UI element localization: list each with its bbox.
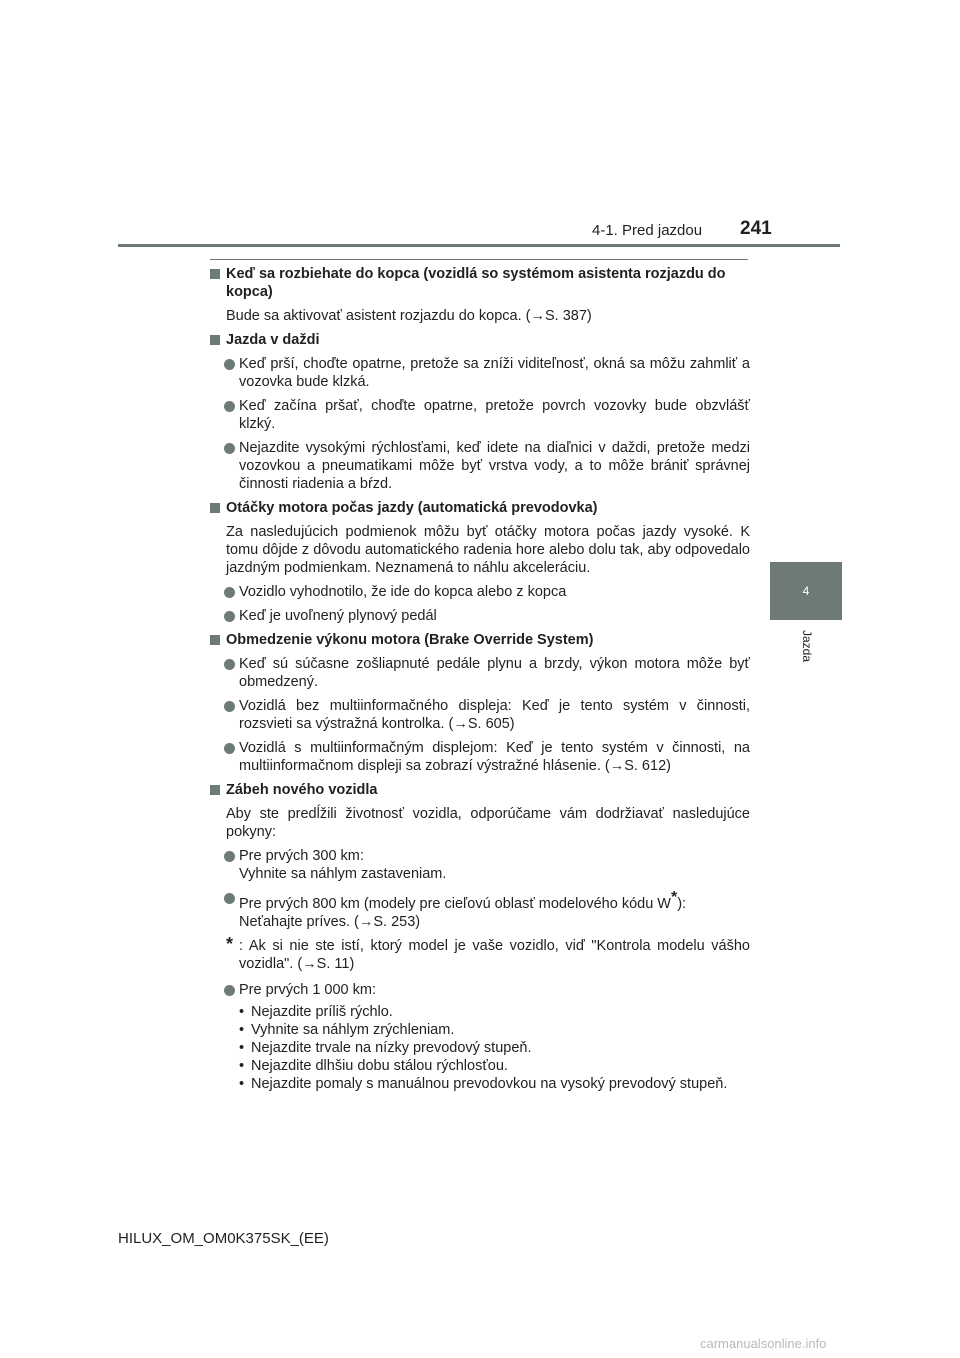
section: [210, 331, 750, 493]
round-bullet-icon: [224, 985, 235, 996]
footnote: [210, 933, 750, 973]
bullet-item: [210, 739, 750, 775]
bullet-text: Keď sú súčasne zošliapnuté pedále plynu a brzdy, výkon motora môže byť obmedzený.: [239, 656, 750, 690]
section: [210, 499, 750, 625]
bullet-text: Pre prvých 1 000 km:: [239, 981, 376, 998]
chapter-label: Jazda: [800, 630, 814, 663]
bullet-item: [210, 583, 750, 601]
header-rule: [118, 244, 840, 247]
section-title: [210, 499, 750, 517]
section: [210, 631, 750, 775]
sub-list-item: • Nejazdite dlhšiu dobu stálou rýchlosťou.: [239, 1057, 750, 1075]
round-bullet-icon: [224, 851, 235, 862]
sub-list-item: • Nejazdite pomaly s manuálnou prevodovkou na vysoký prevodový stupeň.: [239, 1075, 750, 1093]
page-number: 241: [740, 218, 772, 239]
bullet-item: [210, 847, 750, 883]
round-bullet-icon: [224, 443, 235, 454]
bullet-text: Pre prvých 300 km:: [239, 848, 364, 864]
bullet-text: Keď prší, choďte opatrne, pretože sa zníži viditeľnosť, okná sa môžu zahmliť a vozovka bude klzká.: [239, 356, 750, 390]
round-bullet-icon: [224, 611, 235, 622]
sub-list-item: • Nejazdite trvale na nízky prevodový stupeň.: [239, 1039, 750, 1057]
square-bullet-icon: [210, 635, 220, 645]
round-bullet-icon: [224, 587, 235, 598]
round-bullet-icon: [224, 659, 235, 670]
round-bullet-icon: [224, 701, 235, 712]
bullet-text: Pre prvých 800 km (modely pre cieľovú oblasť modelového kódu W: [239, 895, 671, 912]
bullet-text: Vozidlá bez multiinformačného displeja: Keď je tento systém v činnosti, rozsvieti sa výstražná kontrolka. (→S. 605): [239, 698, 750, 732]
bullet-item: [210, 697, 750, 733]
round-bullet-icon: [224, 401, 235, 412]
footnote-star: *: [226, 933, 234, 954]
sub-list: [239, 1003, 750, 1093]
bullet-item: [210, 889, 750, 931]
bullet-text-line2: Neťahajte príves. (→S. 253): [239, 913, 421, 930]
sections-container: [210, 265, 750, 775]
footnote-star: *: [670, 889, 678, 906]
square-bullet-icon: [210, 335, 220, 345]
bullet-item: [210, 655, 750, 691]
content-rule: [210, 259, 748, 260]
watermark: carmanualsonline.info: [700, 1336, 827, 1351]
bullet-item: [210, 439, 750, 493]
sub-list-item: • Vyhnite sa náhlym zrýchleniam.: [239, 1021, 750, 1039]
square-bullet-icon: [210, 269, 220, 279]
section: [210, 265, 750, 325]
bullet-item: [210, 981, 750, 1093]
round-bullet-icon: [224, 743, 235, 754]
section-title-text: Jazda v daždi: [226, 332, 320, 348]
section-title: [210, 631, 750, 649]
section-title: [210, 781, 750, 799]
footer-doc-code: HILUX_OM_OM0K375SK_(EE): [118, 1230, 329, 1247]
bullet-text: Nejazdite vysokými rýchlosťami, keď idete na diaľnici v daždi, pretože medzi vozovkou a pneumatikami môže byť vrstva vody, a to môže brániť správnej činnosti riadenia a bŕzd.: [239, 440, 750, 492]
footnote-text: : Ak si nie ste istí, ktorý model je vaše vozidlo, viď "Kontrola modelu vášho vozidla". (→S. 11): [239, 937, 750, 972]
square-bullet-icon: [210, 503, 220, 513]
bullet-item: [210, 397, 750, 433]
bullet-text-end: ):: [677, 895, 687, 912]
bullet-text: Keď je uvoľnený plynový pedál: [239, 608, 437, 624]
section-title-text: Otáčky motora počas jazdy (automatická prevodovka): [226, 500, 598, 516]
page-content: [210, 265, 750, 1099]
bullet-text-line2: Vyhnite sa náhlym zastaveniam.: [239, 866, 447, 882]
square-bullet-icon: [210, 785, 220, 795]
section-paragraph: Bude sa aktivovať asistent rozjazdu do kopca. (→S. 387): [226, 308, 592, 324]
section-paragraph: Aby ste predĺžili životnosť vozidla, odporúčame vám dodržiavať nasledujúce pokyny:: [226, 806, 750, 840]
bullet-text: Vozidlo vyhodnotilo, že ide do kopca alebo z kopca: [239, 584, 567, 600]
section-title: [210, 265, 750, 301]
sub-list-item: • Nejazdite príliš rýchlo.: [239, 1003, 750, 1021]
section-paragraph: Za nasledujúcich podmienok môžu byť otáčky motora počas jazdy vysoké. K tomu dôjde z dôvodu automatického radenia hore alebo dolu tak, aby odpovedalo jazdným podmienkam. Neznamená to náhlu akceleráciu.: [226, 524, 750, 576]
section-title: [210, 331, 750, 349]
round-bullet-icon: [224, 359, 235, 370]
section-title-text: Zábeh nového vozidla: [226, 782, 378, 798]
chapter-tab: 4: [770, 562, 842, 620]
section-title-text: Keď sa rozbiehate do kopca (vozidlá so systémom asistenta rozjazdu do kopca): [226, 266, 726, 300]
bullet-text: Keď začína pršať, choďte opatrne, pretože povrch vozovky bude obzvlášť klzký.: [239, 398, 750, 432]
header-section: 4-1. Pred jazdou: [592, 222, 703, 239]
round-bullet-icon: [224, 893, 235, 904]
section-title-text: Obmedzenie výkonu motora (Brake Override System): [226, 632, 594, 648]
section-break-in: [210, 781, 750, 1093]
bullet-text: Vozidlá s multiinformačným displejom: Keď je tento systém v činnosti, na multiinformačnom displeji sa zobrazí výstražné hlásenie. (→S. 612): [239, 740, 750, 774]
bullet-item: [210, 355, 750, 391]
bullet-item: [210, 607, 750, 625]
